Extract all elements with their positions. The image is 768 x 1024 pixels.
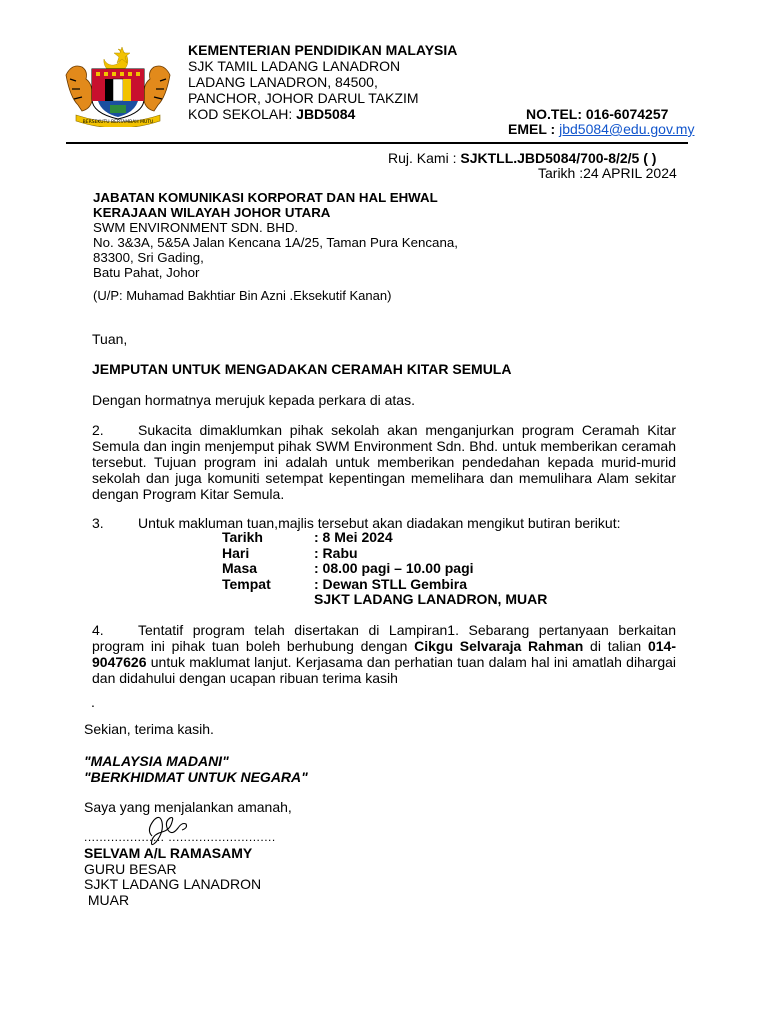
- signer-place: MUAR: [84, 891, 130, 908]
- recipient-line-2: KERAJAAN WILAYAH JOHOR UTARA: [93, 205, 331, 220]
- signature: [138, 806, 198, 846]
- detail-row: SJKT LADANG LANADRON, MUAR: [314, 591, 548, 607]
- motto: [84, 753, 308, 785]
- subject: JEMPUTAN UNTUK MENGADAKAN CERAMAH KITAR SEMULA: [92, 361, 512, 377]
- email-line: [508, 121, 694, 137]
- motto-line-1: "MALAYSIA MADANI": [84, 753, 229, 769]
- closing: Sekian, terima kasih.: [84, 721, 214, 737]
- letter-date: Tarikh :24 APRIL 2024: [538, 165, 677, 181]
- address-line-2: PANCHOR, JOHOR DARUL TAKZIM: [188, 90, 419, 106]
- paragraph-4: 4. Tentatif program telah disertakan di Lampiran1. Sebarang pertanyaan berkaitan program ini pihak tuan boleh berhubung dengan Cikgu Selvaraja Rahman di talian 014-9047626 untuk maklumat lanjut. Kerjasama dan perhatian tuan dalam hal ini amatlah dihargai dan didahului dengan ucapan ribuan terima kasih: [92, 622, 676, 686]
- telephone: NO.TEL: 016-6074257: [526, 106, 669, 122]
- recipient-line-6: Batu Pahat, Johor: [93, 265, 200, 280]
- detail-row: Tempat : Dewan STLL Gembira: [222, 575, 467, 592]
- event-details: [222, 530, 547, 608]
- detail-row: Masa : 08.00 pagi – 10.00 pagi: [222, 560, 474, 576]
- malaysia-crest-logo: [62, 45, 174, 127]
- school-code: KOD SEKOLAH: JBD5084: [188, 106, 356, 122]
- email-link[interactable]: jbd5084@edu.gov.my: [559, 121, 695, 137]
- signer-block: [84, 846, 261, 908]
- signer-school: SJKT LADANG LANADRON: [84, 876, 262, 892]
- ministry-name: KEMENTERIAN PENDIDIKAN MALAYSIA: [188, 42, 458, 58]
- crest-motto: BERSEKUTU BERTAMBAH MUTU: [82, 120, 154, 125]
- address-line-1: LADANG LANADRON, 84500,: [188, 74, 378, 90]
- amanah-line: Saya yang menjalankan amanah,: [84, 799, 292, 815]
- recipient-line-3: SWM ENVIRONMENT SDN. BHD.: [93, 220, 299, 235]
- motto-line-2: "BERKHIDMAT UNTUK NEGARA": [84, 769, 308, 785]
- header-divider: [66, 142, 688, 144]
- detail-row: Hari : Rabu: [222, 544, 358, 561]
- contact-person: Cikgu Selvaraja Rahman: [414, 638, 584, 654]
- school-name: SJK TAMIL LADANG LANADRON: [188, 58, 401, 74]
- signer-title: GURU BESAR: [84, 860, 177, 877]
- recipient-line-5: 83300, Sri Gading,: [93, 250, 204, 265]
- recipient-line-4: No. 3&3A, 5&5A Jalan Kencana 1A/25, Taman Pura Kencana,: [93, 235, 458, 250]
- salutation: Tuan,: [92, 331, 128, 347]
- signer-name: SELVAM A/L RAMASAMY: [84, 845, 253, 861]
- opening-line: Dengan hormatnya merujuk kepada perkara di atas.: [92, 392, 415, 408]
- recipient-address: [93, 190, 458, 280]
- stray-dot: .: [91, 694, 95, 710]
- attention-line: (U/P: Muhamad Bakhtiar Bin Azni .Eksekutif Kanan): [93, 288, 392, 303]
- signature-dots: ..................... ............................: [84, 830, 276, 844]
- contact-phone: 014-9047626: [92, 638, 676, 670]
- paragraph-3: 3. Untuk makluman tuan,majlis tersebut akan diadakan mengikut butiran berikut:: [92, 515, 621, 531]
- detail-row: Tarikh : 8 Mei 2024: [222, 529, 393, 545]
- letterhead: [188, 42, 457, 122]
- recipient-line-1: JABATAN KOMUNIKASI KORPORAT DAN HAL EHWAL: [93, 190, 438, 205]
- reference-number: Ruj. Kami : SJKTLL.JBD5084/700-8/2/5 ( ): [388, 150, 657, 166]
- email-label: EMEL :: [508, 121, 556, 137]
- paragraph-2: 2. Sukacita dimaklumkan pihak sekolah akan menganjurkan program Ceramah Kitar Semula dan ingin menjemput pihak SWM Environment Sdn. Bhd. untuk memberikan ceramah tersebut. Tujuan program ini adalah untuk memberikan pendedahan kepada murid-murid sekolah dan juga komuniti setempat kepentingan memelihara dan memulihara Alam sekitar dengan Program Kitar Semula.: [92, 422, 676, 502]
